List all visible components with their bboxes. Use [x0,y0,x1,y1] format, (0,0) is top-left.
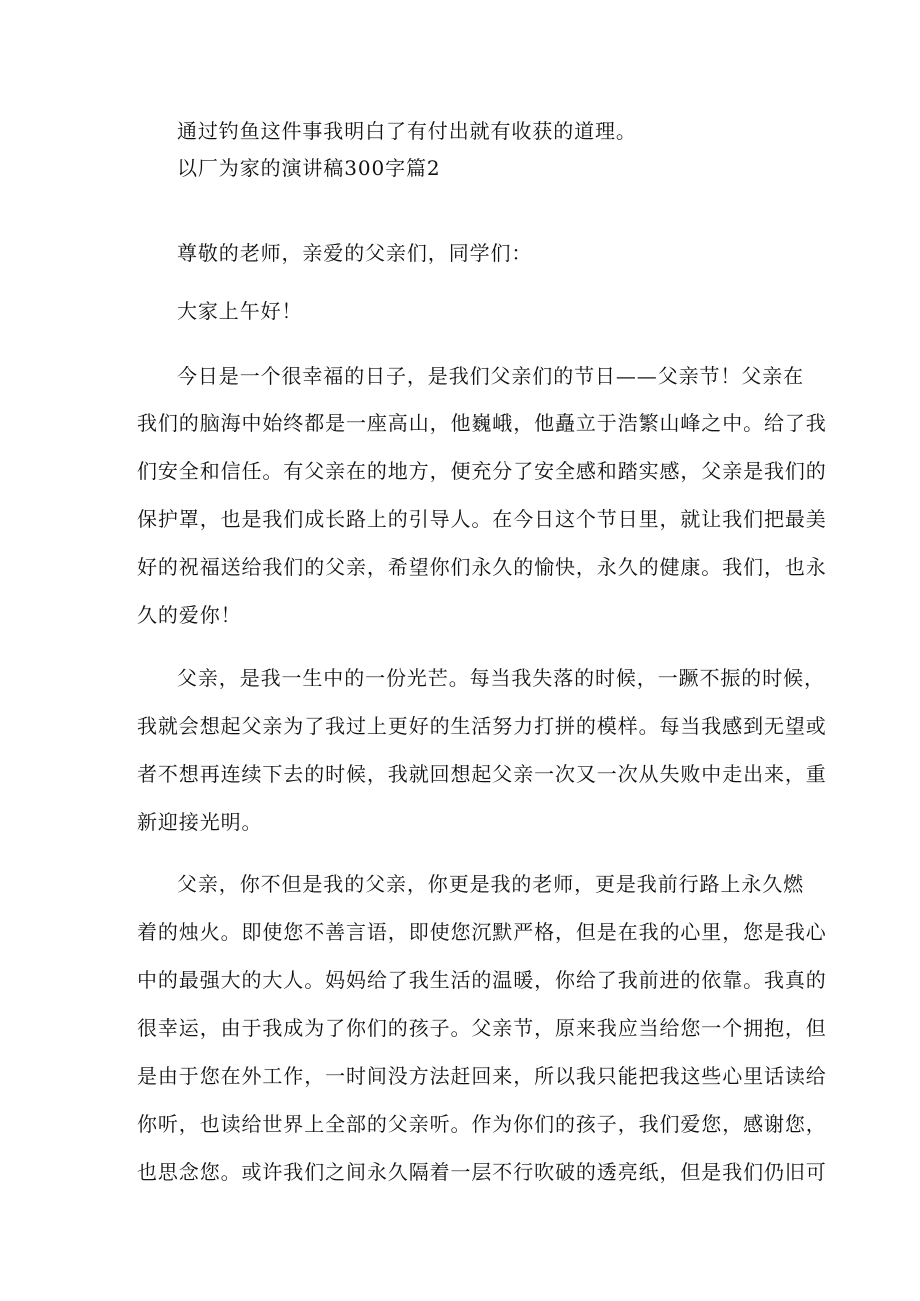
text-line: 中的最强大的大人。妈妈给了我生活的温暖，你给了我前进的依靠。我真的 [137,968,827,992]
text-line: 新迎接光明。 [137,810,263,834]
text-line: 很幸运，由于我成为了你们的孩子。父亲节，原来我应当给您一个拥抱，但 [137,1016,827,1040]
text-line: 保护罩，也是我们成长路上的引导人。在今日这个节日里，就让我们把最美 [137,507,827,531]
text-line: 久的爱你！ [137,603,242,627]
text-line: 我就会想起父亲为了我过上更好的生活努力打拼的模样。每当我感到无望或 [137,714,827,738]
text-line: 们安全和信任。有父亲在的地方，便充分了安全感和踏实感，父亲是我们的 [137,459,827,483]
section-heading: 以厂为家的演讲稿300字篇2 [177,156,441,180]
text-line: 今日是一个很幸福的日子，是我们父亲们的节日——父亲节！父亲在 [177,364,804,388]
salutation: 尊敬的老师，亲爱的父亲们，同学们： [177,241,533,265]
text-line: 通过钓鱼这件事我明白了有付出就有收获的道理。 [177,119,637,143]
text-line: 是由于您在外工作，一时间没方法赶回来，所以我只能把我这些心里话读给 [137,1064,827,1088]
greeting: 大家上午好！ [177,299,303,323]
text-line: 好的祝福送给我们的父亲，希望你们永久的愉快，永久的健康。我们，也永 [137,555,827,579]
text-line: 者不想再连续下去的时候，我就回想起父亲一次又一次从失败中走出来，重 [137,762,827,786]
text-line: 我们的脑海中始终都是一座高山，他巍峨，他矗立于浩繁山峰之中。给了我 [137,411,827,435]
text-line: 也思念您。或许我们之间永久隔着一层不行吹破的透亮纸，但是我们仍旧可 [137,1160,827,1184]
text-line: 父亲，是我一生中的一份光芒。每当我失落的时候，一蹶不振的时候， [177,666,825,690]
text-line: 着的烛火。即使您不善言语，即使您沉默严格，但是在我的心里，您是我心 [137,920,827,944]
text-line: 你听，也读给世界上全部的父亲听。作为你们的孩子，我们爱您，感谢您， [137,1112,827,1136]
text-line: 父亲，你不但是我的父亲，你更是我的老师，更是我前行路上永久燃 [177,872,804,896]
